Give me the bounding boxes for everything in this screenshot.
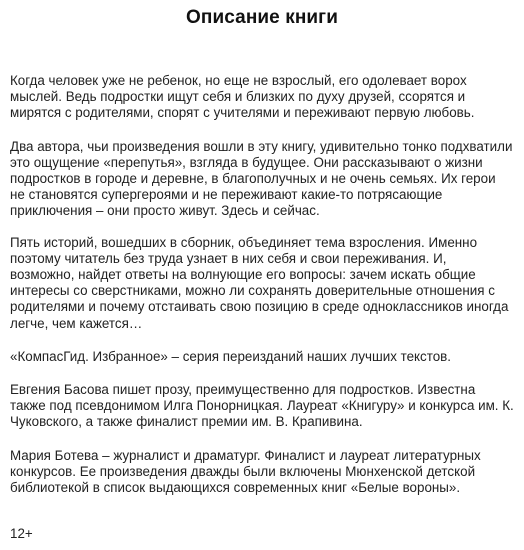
age-rating-label: 12+ [10, 526, 33, 541]
description-paragraph-series: «КомпасГид. Избранное» – серия переизданий наших лучших текстов. [10, 348, 452, 364]
description-paragraph-authors: Два автора, чьи произведения вошли в эту книгу, удивительно тонко подхватили это ощущение «перепутья», взгляда в будущее. Они рассказывают о жизни подростков в городе и деревне, в благополучных и не очень семьях. Их герои не становятся супергероями и не переживают какие-то потрясающие приключения – они просто живут. Здесь и сейчас. [10, 138, 513, 219]
description-paragraph-author-boteva: Мария Ботева – журналист и драматург. Финалист и лауреат литературных конкурсов. Ее произведения дважды были включены Мюнхенской детской библиотекой в список выдающихся современных книг «Белые вороны». [10, 447, 481, 496]
description-paragraph-stories: Пять историй, вошедших в сборник, объединяет тема взросления. Именно поэтому читатель без труда узнает в них себя и свои переживания. И, возможно, найдет ответы на волнующие его вопросы: зачем искать общие интересы со сверстниками, можно ли сохранять доверительные отношения с родителями и почему отстаивать свою позицию в среде одноклассников иногда легче, чем кажется… [10, 234, 509, 331]
description-paragraph-author-basova: Евгения Басова пишет прозу, преимущественно для подростков. Известна также под псевдонимом Илга Понорницкая. Лауреат «Книгуру» и конкурса им. К. Чуковского, а также финалист премии им. В. Крапивина. [10, 382, 514, 430]
description-paragraph-intro: Когда человек уже не ребенок, но еще не взрослый, его одолевает ворох мыслей. Ведь подростки ищут себя и близких по духу друзей, ссорятся и мирятся с родителями, спорят с учителями и переживают первую любовь. [10, 73, 475, 121]
description-body [10, 73, 514, 496]
page-title: Описание книги [186, 7, 338, 28]
